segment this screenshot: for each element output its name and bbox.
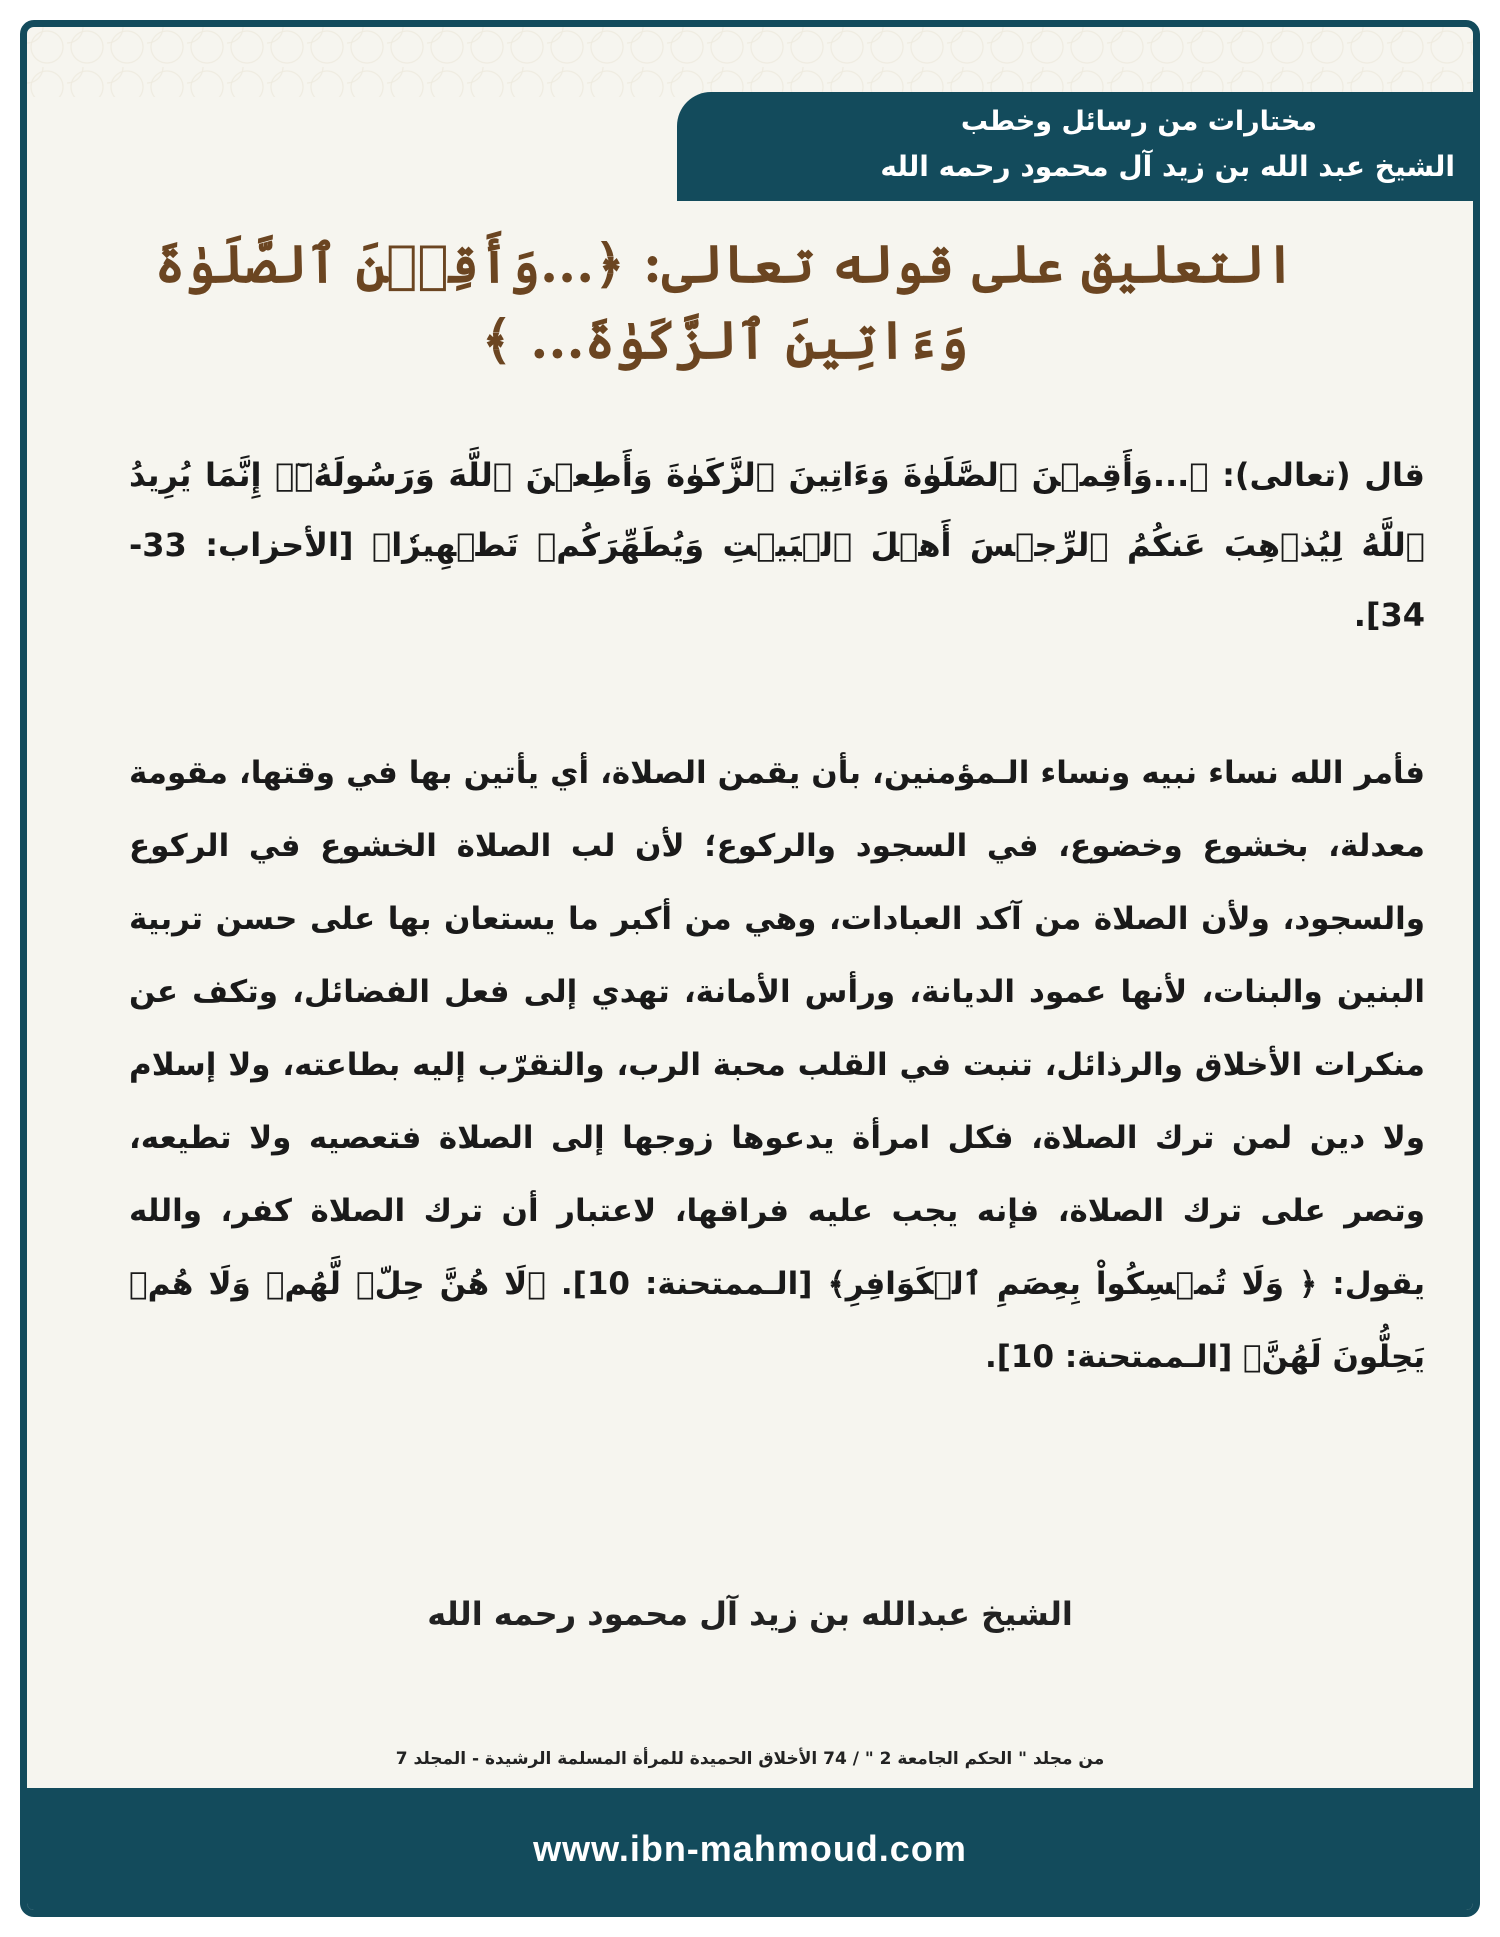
decorative-pattern: [27, 27, 1473, 97]
page-frame: [20, 20, 1480, 1917]
header-author-name: الشيخ عبد الله بن زيد آل محمود رحمه الله: [880, 150, 1455, 183]
verse-paragraph: قال (تعالى): ﴿...وَأَقِمۡنَ ٱلصَّلَوٰةَ وَءَاتِينَ ٱلزَّكَوٰةَ وَأَطِعۡنَ ٱللَّهَ وَرَسُولَهُۥٓۚ إِنَّمَا يُرِيدُ ٱللَّهُ لِيُذۡهِبَ عَنكُمُ ٱلرِّجۡسَ أَهۡلَ ٱلۡبَيۡتِ وَيُطَهِّرَكُمۡ تَطۡهِيرٗا﴾ [الأحزاب: 33-34].: [129, 456, 1425, 634]
header-series-title: مختارات من رسائل وخطب: [960, 106, 1317, 137]
source-citation: من مجلد " الحكم الجامعة 2 " / 74 الأخلاق الحميدة للمرأة المسلمة الرشيدة - المجلد 7: [395, 1749, 1105, 1769]
article-title: التعليق على قوله تعالى: ﴿...وَأَقِمۡنَ ٱلصَّلَوٰةَ وَءَاتِينَ ٱلزَّكَوٰةَ... ﴾: [154, 234, 1296, 371]
author-signature: الشيخ عبدالله بن زيد آل محمود رحمه الله: [427, 1595, 1073, 1633]
footer-bar: [27, 1788, 1473, 1910]
main-paragraph: فأمر الله نساء نبيه ونساء الـمؤمنين، بأن يقمن الصلاة، أي يأتين بها في وقتها، مقومة معدلة، بخشوع وخضوع، في السجود والركوع؛ لأن لب الصلاة الخشوع في الركوع والسجود، ولأن الصلاة من آكد العبادات، وهي من أكبر ما يستعان بها على حسن تربية البنين والبنات، لأنها عمود الديانة، ورأس الأمانة، تهدي إلى فعل الفضائل، وتكف عن منكرات الأخلاق والرذائل، تنبت في القلب محبة الرب، والتقرّب إليه بطاعته، ولا إسلام ولا دين لمن ترك الصلاة، فكل امرأة يدعوها زوجها إلى الصلاة فتعصيه ولا تطيعه، وتصر على ترك الصلاة، فإنه يجب عليه فراقها، لاعتبار أن ترك الصلاة كفر، والله يقول: ﴿ وَلَا تُمۡسِكُواْ بِعِصَمِ ٱلۡكَوَافِرِ﴾ [الـممتحنة: 10]. ﴿لَا هُنَّ حِلّٞ لَّهُمۡ وَلَا هُمۡ يَحِلُّونَ لَهُنَّ﴾ [الـممتحنة: 10].: [129, 755, 1425, 1375]
header-banner: [677, 92, 1473, 201]
website-link[interactable]: www.ibn-mahmoud.com: [533, 1828, 967, 1869]
